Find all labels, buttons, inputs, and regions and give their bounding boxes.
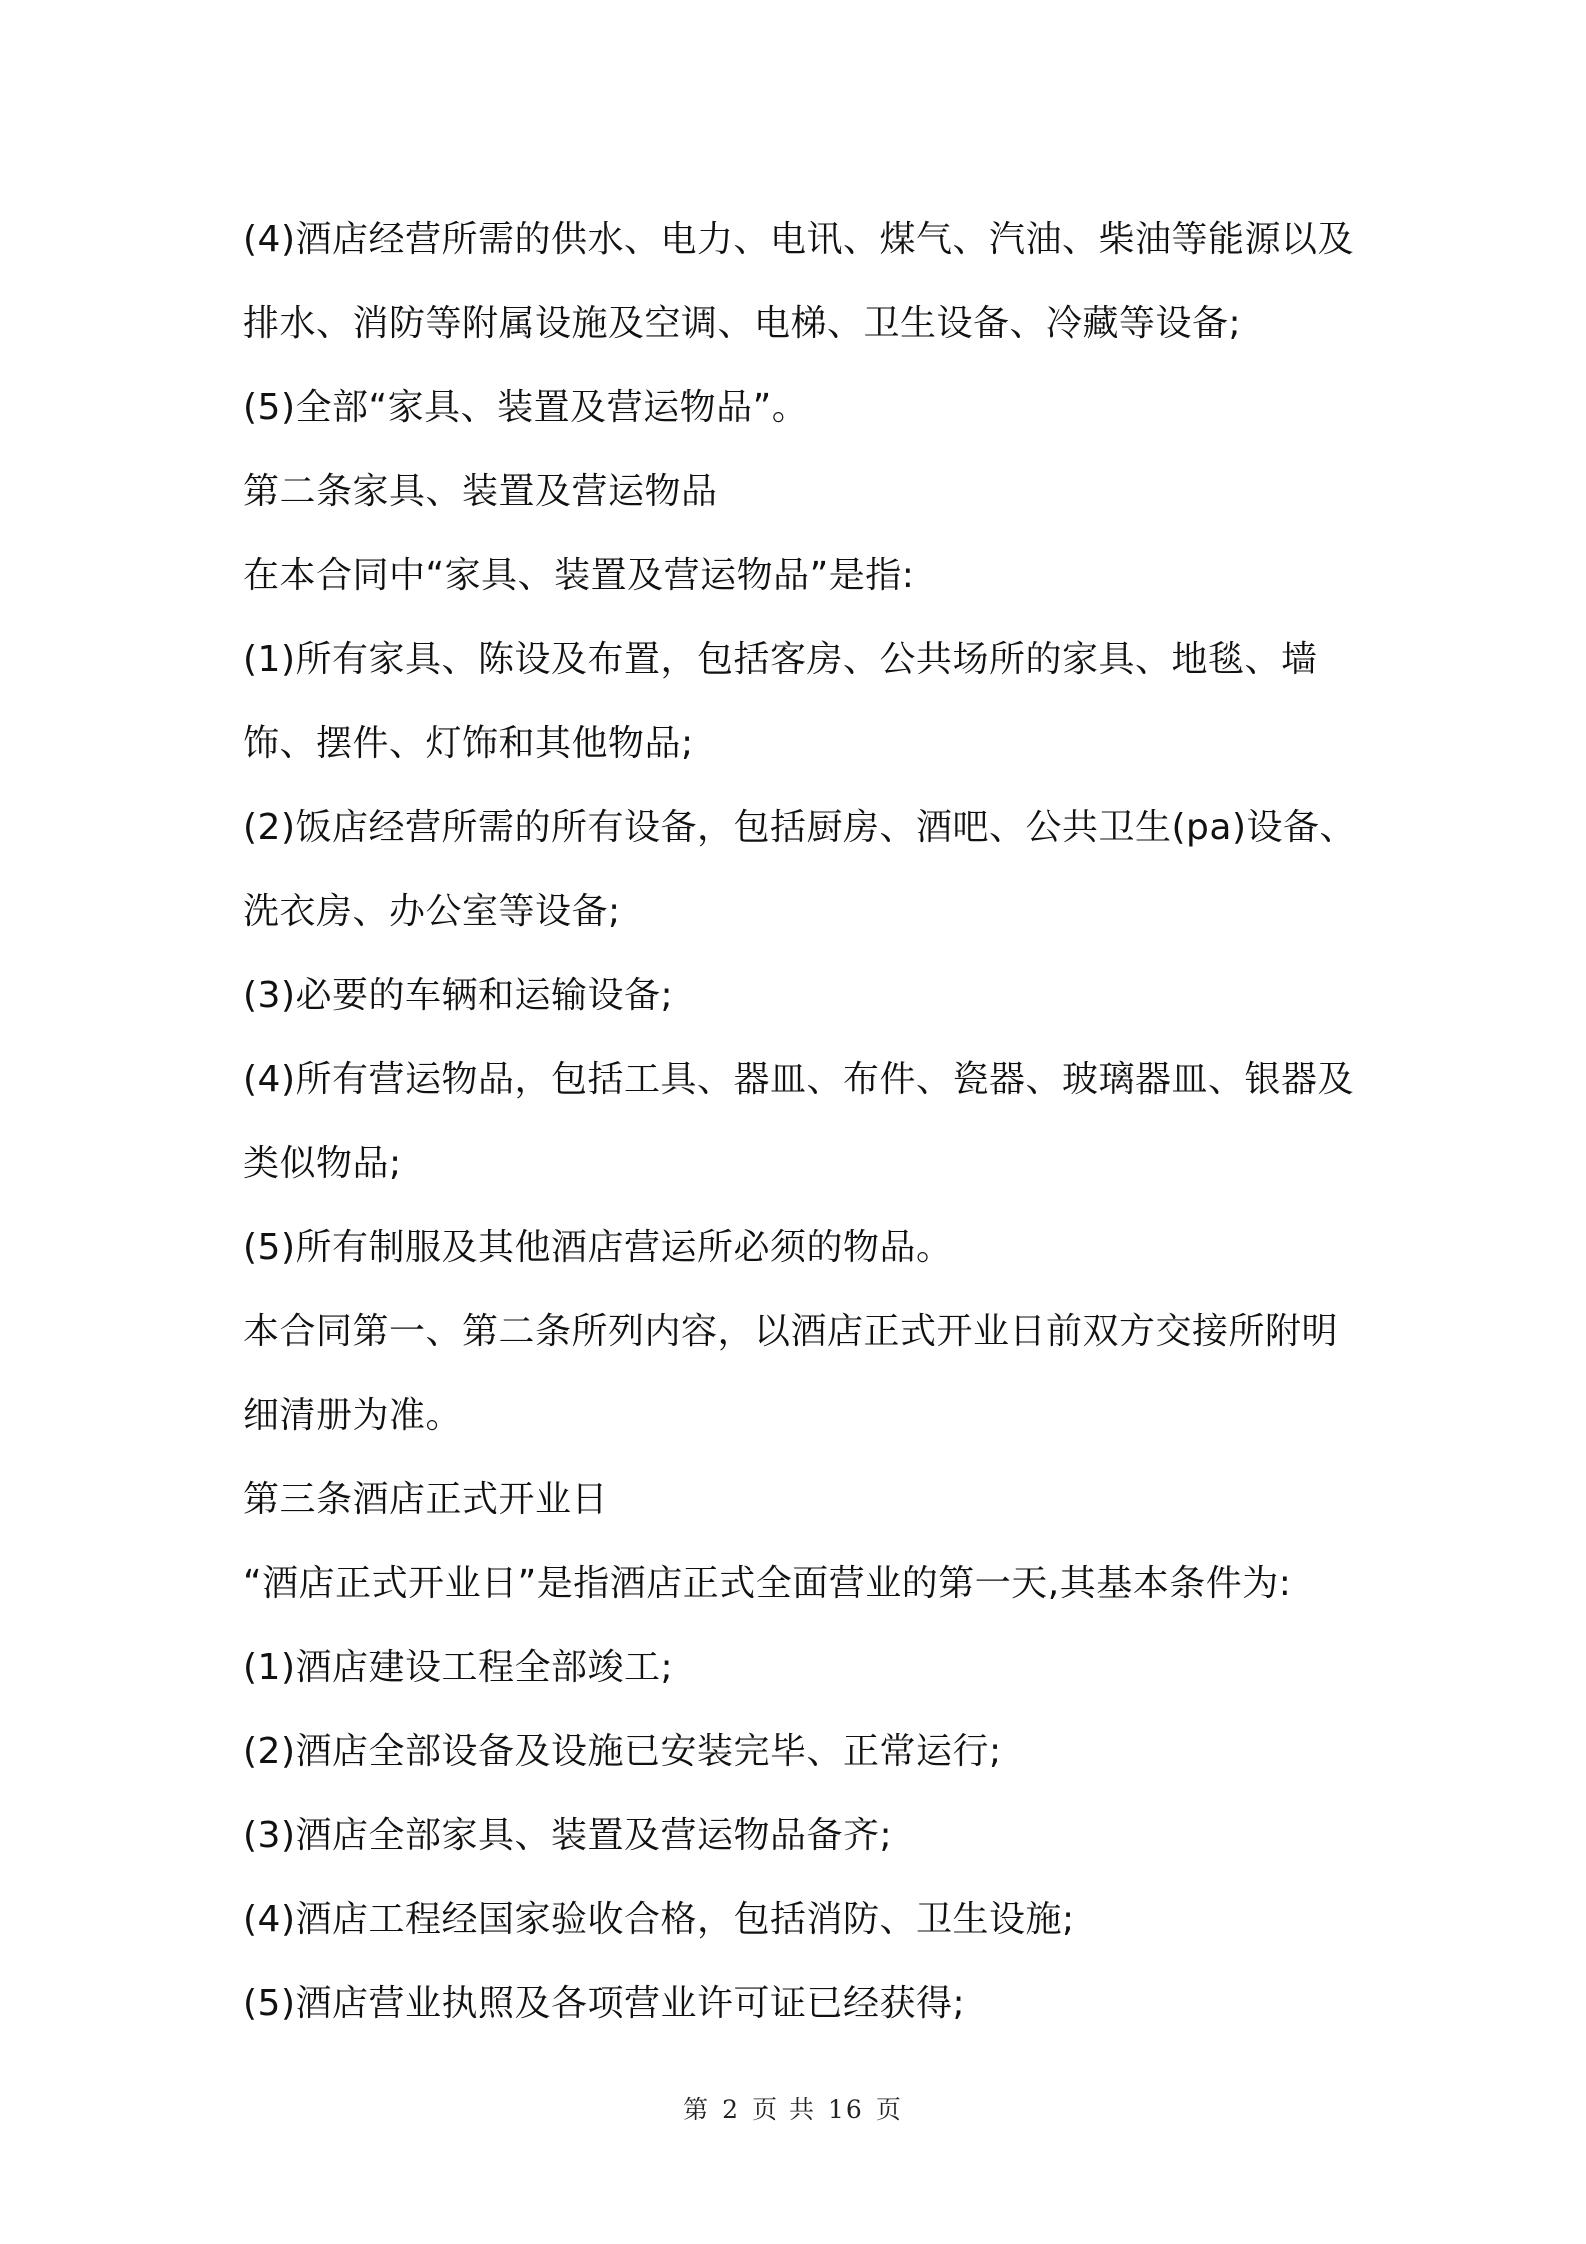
paragraph-item-5-uniforms: (5)所有制服及其他酒店营运所必须的物品。 [243, 1227, 953, 1268]
footer-middle: 页 共 [752, 2095, 817, 2124]
paragraph-item-3-vehicles: (3)必要的车辆和运输设备; [243, 975, 674, 1016]
paragraph-opening-day-definition: “酒店正式开业日”是指酒店正式全面营业的第一天,其基本条件为: [243, 1563, 1292, 1604]
paragraph-item-2-equipment: (2)饭店经营所需的所有设备，包括厨房、酒吧、公共卫生(pa)设备、洗衣房、办公室等设备; [243, 807, 1356, 932]
paragraph-item-4-supplies: (4)所有营运物品，包括工具、器皿、布件、瓷器、玻璃器皿、银器及类似物品; [243, 1059, 1354, 1184]
page-footer [0, 2090, 1586, 2126]
footer-suffix: 页 [875, 2095, 903, 2124]
paragraph-condition-4: (4)酒店工程经国家验收合格，包括消防、卫生设施; [243, 1899, 1075, 1940]
paragraph-item-4-utilities: (4)酒店经营所需的供水、电力、电讯、煤气、汽油、柴油等能源以及排水、消防等附属设施及空调、电梯、卫生设备、冷藏等设备; [243, 219, 1354, 344]
paragraph-condition-5: (5)酒店营业执照及各项营业许可证已经获得; [243, 1983, 966, 2024]
paragraph-condition-1: (1)酒店建设工程全部竣工; [243, 1647, 674, 1688]
paragraph-item-5-furniture: (5)全部“家具、装置及营运物品”。 [243, 387, 809, 428]
footer-total-pages: 16 [828, 2095, 864, 2124]
footer-prefix: 第 [683, 2095, 711, 2124]
section-heading-article-3: 第三条酒店正式开业日 [243, 1479, 609, 1520]
footer-current-page: 2 [722, 2095, 741, 2124]
document-body [243, 198, 1358, 2046]
paragraph-condition-2: (2)酒店全部设备及设施已安装完毕、正常运行; [243, 1731, 1002, 1772]
section-heading-article-2: 第二条家具、装置及营运物品 [243, 471, 718, 512]
paragraph-inventory-note: 本合同第一、第二条所列内容，以酒店正式开业日前双方交接所附明细清册为准。 [243, 1311, 1339, 1436]
paragraph-definition-intro: 在本合同中“家具、装置及营运物品”是指: [243, 555, 915, 596]
paragraph-condition-3: (3)酒店全部家具、装置及营运物品备齐; [243, 1815, 893, 1856]
paragraph-item-1-furnishings: (1)所有家具、陈设及布置，包括客房、公共场所的家具、地毯、墙饰、摆件、灯饰和其他物品; [243, 639, 1318, 764]
